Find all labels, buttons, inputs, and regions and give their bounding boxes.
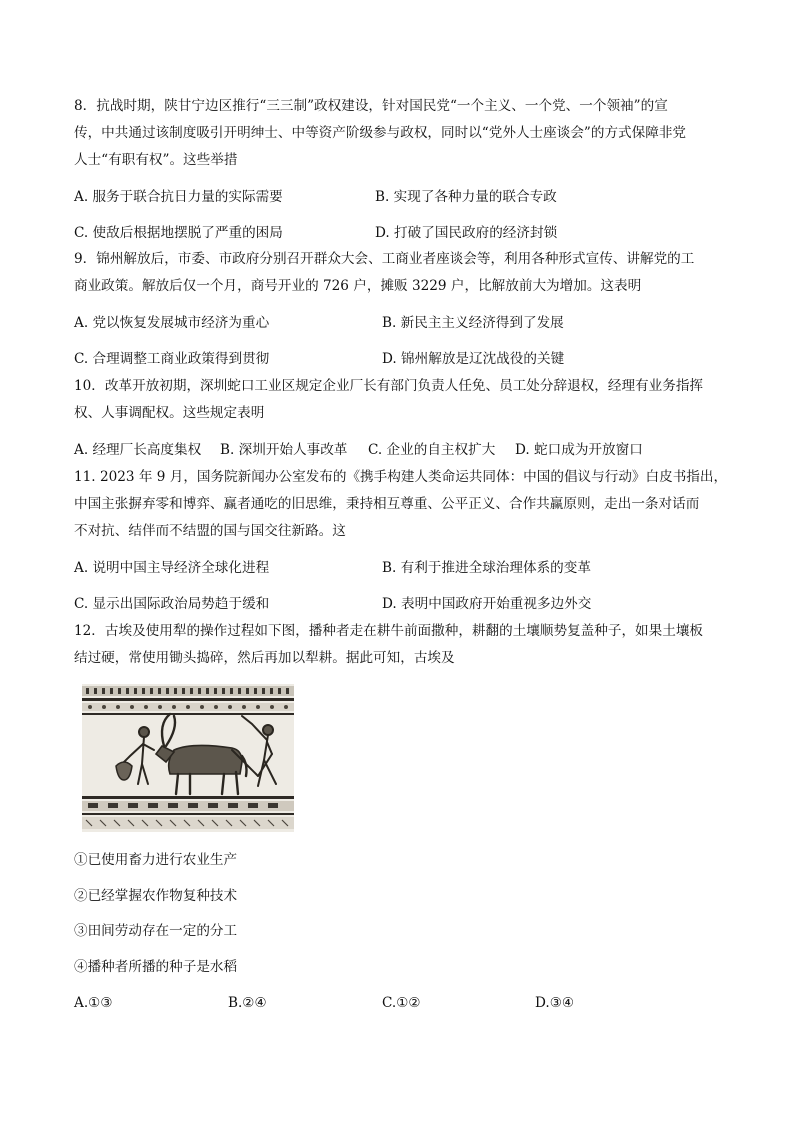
q12-option-d[interactable]: D.③④ <box>535 995 575 1011</box>
q12-statement-2: ②已经掌握农作物复种技术 <box>74 888 238 904</box>
egyptian-plowing-relief-image <box>82 684 294 832</box>
q11-option-d[interactable]: D. 表明中国政府开始重视多边外交 <box>382 596 592 612</box>
q11-stem-line-3: 不对抗、结伴而不结盟的国与国交往新路。这 <box>74 523 346 539</box>
q12-option-b[interactable]: B.②④ <box>228 995 267 1011</box>
q12-option-a[interactable]: A.①③ <box>74 995 113 1011</box>
q8-stem-line-1: 8．抗战时期，陕甘宁边区推行“三三制”政权建设，针对国民党“一个主义、一个党、一个领袖”的宣 <box>74 98 668 114</box>
q8-option-a[interactable]: A. 服务于联合抗日力量的实际需要 <box>74 189 283 205</box>
q10-stem-line-1: 10．改革开放初期，深圳蛇口工业区规定企业厂长有部门负责人任免、员工处分辞退权，经理有业务指挥 <box>74 378 704 394</box>
q8-option-b[interactable]: B. 实现了各种力量的联合专政 <box>375 189 557 205</box>
q10-stem-line-2: 权、人事调配权。这些规定表明 <box>74 405 265 421</box>
q11-option-a[interactable]: A. 说明中国主导经济全球化进程 <box>74 560 270 576</box>
q9-stem-line-2: 商业政策。解放后仅一个月，商号开业的 726 户，摊贩 3229 户，比解放前大为增加。这表明 <box>74 278 642 294</box>
q9-option-b[interactable]: B. 新民主主义经济得到了发展 <box>382 315 564 331</box>
q12-statement-4: ④播种者所播的种子是水稻 <box>74 959 238 975</box>
q11-stem-line-2: 中国主张摒弃零和博弈、赢者通吃的旧思维，秉持相互尊重、公平正义、合作共赢原则，走出一条对话而 <box>74 496 700 512</box>
q9-stem-line-1: 9．锦州解放后，市委、市政府分别召开群众大会、工商业者座谈会等，利用各种形式宣传、讲解党的工 <box>74 251 695 267</box>
q9-option-c[interactable]: C. 合理调整工商业政策得到贯彻 <box>74 351 270 367</box>
q8-option-d[interactable]: D. 打破了国民政府的经济封锁 <box>375 225 558 241</box>
q12-stem-line-2: 结过硬，常使用锄头捣碎，然后再加以犁耕。据此可知，古埃及 <box>74 650 455 666</box>
q11-option-b[interactable]: B. 有利于推进全球治理体系的变革 <box>382 560 591 576</box>
q8-option-c[interactable]: C. 使敌后根据地摆脱了严重的困局 <box>74 225 283 241</box>
relief-drawing <box>82 684 294 832</box>
q10-option-d[interactable]: D. 蛇口成为开放窗口 <box>515 442 643 458</box>
q12-statement-1: ①已使用畜力进行农业生产 <box>74 852 238 868</box>
q11-option-c[interactable]: C. 显示出国际政治局势趋于缓和 <box>74 596 270 612</box>
q10-option-b[interactable]: B. 深圳开始人事改革 <box>220 442 348 458</box>
q9-option-d[interactable]: D. 锦州解放是辽沈战役的关键 <box>382 351 565 367</box>
q12-option-c[interactable]: C.①② <box>382 995 421 1011</box>
q12-statement-3: ③田间劳动存在一定的分工 <box>74 923 238 939</box>
q9-option-a[interactable]: A. 党以恢复发展城市经济为重心 <box>74 315 270 331</box>
q8-stem-line-2: 传，中共通过该制度吸引开明绅士、中等资产阶级参与政权，同时以“党外人士座谈会”的方式保障非党 <box>74 125 687 141</box>
q10-option-a[interactable]: A. 经理厂长高度集权 <box>74 442 202 458</box>
q10-option-c[interactable]: C. 企业的自主权扩大 <box>368 442 496 458</box>
q8-stem-line-3: 人士“有职有权”。这些举措 <box>74 152 238 168</box>
q12-stem-line-1: 12．古埃及使用犁的操作过程如下图，播种者走在耕牛前面撒种，耕翻的土壤顺势复盖种子，如果土壤板 <box>74 623 704 639</box>
q11-stem-line-1: 11. 2023 年 9 月，国务院新闻办公室发布的《携手构建人类命运共同体：中国的倡议与行动》白皮书指出， <box>74 469 728 485</box>
